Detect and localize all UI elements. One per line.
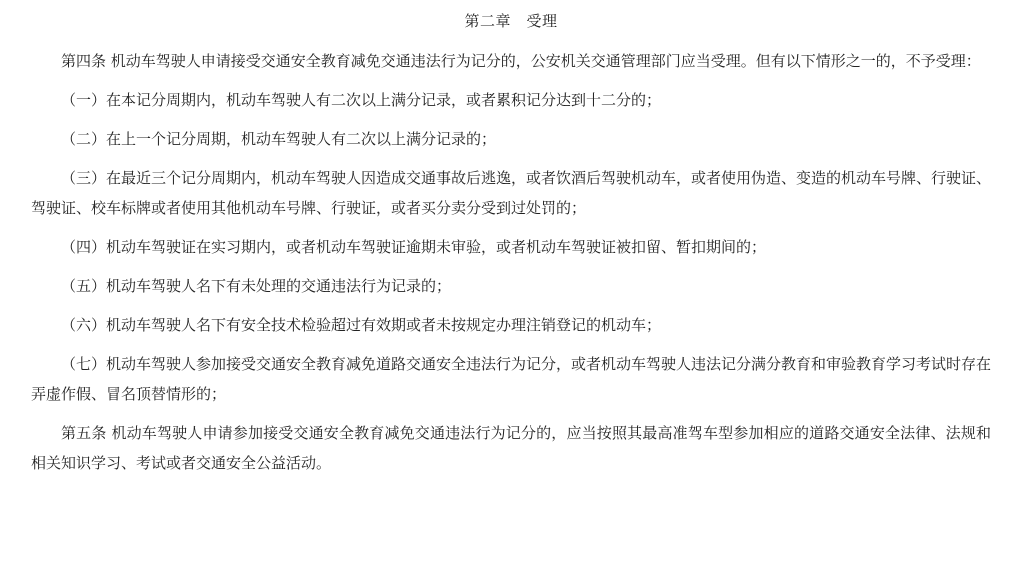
article-4-paragraph: 第四条 机动车驾驶人申请接受交通安全教育减免交通违法行为记分的，公安机关交通管理部门应当受理。但有以下情形之一的，不予受理： <box>61 52 981 70</box>
article-4-item-7: （七）机动车驾驶人参加接受交通安全教育减免道路交通安全违法行为记分，或者机动车驾驶人违法记分满分教育和审验教育学习考试时存在弄虚作假、冒名顶替情形的； <box>31 355 992 403</box>
article-5-paragraph: 第五条 机动车驾驶人申请参加接受交通安全教育减免交通违法行为记分的，应当按照其最高准驾车型参加相应的道路交通安全法律、法规和相关知识学习、考试或者交通安全公益活动。 <box>31 424 991 472</box>
article-4-item-6: （六）机动车驾驶人名下有安全技术检验超过有效期或者未按规定办理注销登记的机动车； <box>61 316 662 334</box>
article-4-item-2: （二）在上一个记分周期，机动车驾驶人有二次以上满分记录的； <box>61 130 497 148</box>
article-4-item-5: （五）机动车驾驶人名下有未处理的交通违法行为记录的； <box>61 277 452 295</box>
document-body <box>31 10 991 487</box>
article-4-item-1: （一）在本记分周期内，机动车驾驶人有二次以上满分记录，或者累积记分达到十二分的； <box>61 91 662 109</box>
article-4-item-3: （三）在最近三个记分周期内，机动车驾驶人因造成交通事故后逃逸，或者饮酒后驾驶机动车，或者使用伪造、变造的机动车号牌、行驶证、驾驶证、校车标牌或者使用其他机动车号牌、行驶证，或者买分卖分受到过处罚的； <box>31 169 992 217</box>
article-4-item-4: （四）机动车驾驶证在实习期内，或者机动车驾驶证逾期未审验，或者机动车驾驶证被扣留、暂扣期间的； <box>61 238 767 256</box>
chapter-title: 第二章 受理 <box>464 12 558 30</box>
